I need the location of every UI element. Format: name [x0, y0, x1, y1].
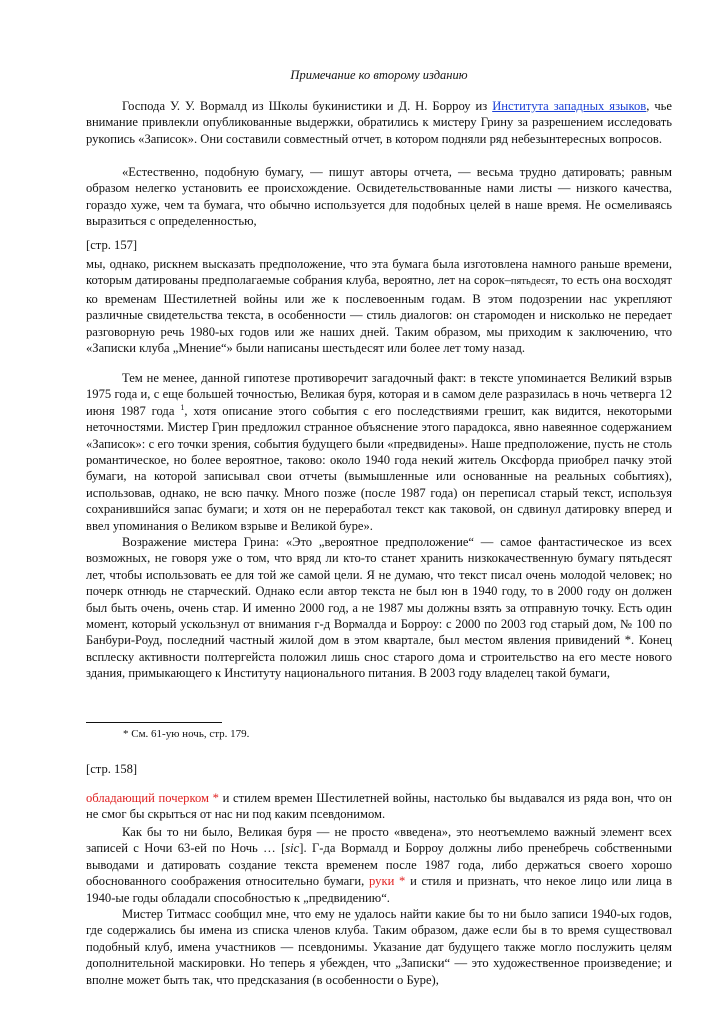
- footnote-ref: 1: [180, 402, 185, 412]
- institute-link[interactable]: Института западных языков: [492, 99, 647, 113]
- paragraph-handwriting: [86, 790, 672, 823]
- highlighted-handwriting: обладающий почерком *: [86, 791, 219, 805]
- page-title: Примечание ко второму изданию: [290, 68, 468, 82]
- intro-text-end: , чье внимание привлекли опубликованные выдержки, обратились к мистеру Грину за разрешением исследовать рукопись «Записок». Они составили совместный отчет, в котором подняли ряд небезынтересных вопросов.: [86, 99, 672, 146]
- paragraph-green-objection: Возражение мистера Грина: «Это „вероятное предположение“ — самое фантастическое из всех возможных, не говоря уже о том, что вряд ли кто-то станет хранить низкокачественную бумагу пятьдесят лет, чтобы использовать ее для той же самой цели. Я не думаю, что текст писал очень молодой человек; но почерк отнюдь не старческий. Однако если автор текста не был юн в 1940 году, то в 2000 году он должен был быть очень, очень стар. И именно 2000 год, а не 1987 мы должны взять за отправную точку. Есть один момент, который ускользнул от внимания г-д Вормалда и Борроу: с 2000 по 2003 год старый дом, № 100 по Банбури-Роуд, последний частный жилой дом в этом квартале, был местом явления привидений *. Конец всплеску активности полтергейста положил лишь снос старого дома и строительство на его месте нового здания, примыкающего к Институту национального питания. В 2003 году владелец такой бумаги,: [86, 535, 672, 681]
- handwriting-text: и стилем времен Шестилетней войны, настолько бы выдавался из ряда вон, что он не смог бы скрыться от нас ни под каким псевдонимом.: [86, 791, 672, 822]
- paragraph-report-quote: «Естественно, подобную бумагу, — пишут авторы отчета, — весьма трудно датировать; равным образом нелегко установить ее происхождение. Освидетельствованные нами листы — низкого качества, гораздо хуже, чем та бумага, что обычно используется для подобных целей в наше время. Не осмеливаясь выразиться с определенностью,: [86, 165, 672, 229]
- intro-text-start: Господа У. У. Вормалд из Школы букинистики и Д. Н. Борроу из: [122, 99, 493, 113]
- paragraph-either-way: [86, 824, 672, 906]
- either-way-text-mid: ]. Г-да Вормалд и Борроу должны либо пренебречь собственными выводами и датировать создание текста временем после 1987 года, либо держаться своего хорошо обоснованного соображения относительно бумаги,: [86, 841, 672, 889]
- either-way-text-start: Как бы то ни было, Великая буря — не просто «введена», это неотъемлемо важный элемент всех записей с Ночи 63-ей по Ночь … [: [86, 825, 672, 856]
- footnote: * См. 61-ую ночь, стр. 179.: [123, 728, 250, 740]
- great-storm-text-end: , хотя описание этого события с его последствиями грешит, как видится, некоторыми неточностями. Мистер Грин предложил странное объяснение этого парадокса, явно навеянное содержанием «Записок»: с его точки зрения, события будущего были «предвидены». Наше предположение, пусть не столь романтическое, но более вероятное, таково: около 1940 года некий житель Оксфорда приобрел пачку этой бумаги, на которой записывал свои отчеты (вымышленные или основанные на реальных событиях), использовав, однако, не всю пачку. Много позже (после 1987 года) он переписал старый текст, используя сохранившийся запас бумаги; и хотя он не переработал текст как таковой, он сдвинул датировку вперед и ввел упоминания о Великом взрыве и Великой буре».: [86, 403, 672, 533]
- footnote-rule: [86, 722, 222, 723]
- paragraph-great-storm: [86, 370, 672, 534]
- paragraph-paper-dating: [86, 256, 672, 356]
- page-marker-158: [стр. 158]: [86, 762, 138, 776]
- paragraph-titmass: Мистер Титмасс сообщил мне, что ему не удалось найти какие бы то ни было записи 1940-ых годов, где содержались бы имена из списка членов клуба. Таким образом, даже если бы в то время существовал подобный клуб, имена участников — псевдонимы. Указание дат будущего также могло послужить целям дополнительной маскировки. Но теперь я убежден, что „Записки“ — это художественное произведение; и вполне может быть так, что предсказания (в особенности о Буре),: [86, 907, 672, 987]
- paragraph-intro: [86, 98, 672, 147]
- sic-word: sic: [285, 841, 300, 856]
- page-marker-157: [стр. 157]: [86, 238, 138, 252]
- paper-dating-text-end: , то есть она восходят ко временам Шестилетней войны или же к послевоенным годам. В этом подозрении нас укрепляют различные свидетельства текста, в особенности — стиль диалогов: он старомоден и нисколько не передает разговорную речь 1980-ых годов или же наших дней. Таким образом, мы приходим к заключению, что «Записки клуба „Мнение“» были написаны шестьдесят или более лет тому назад.: [86, 273, 672, 356]
- either-way-text-end: и стиля и признать, что некое лицо или лица в 1940-ые годы обладали способностью к „предвидению“.: [86, 874, 673, 905]
- great-storm-text-start: Тем не менее, данной гипотезе противоречит загадочный факт: в тексте упоминается Великий взрыв 1975 года и, с еще большей точностью, Великая буря, которая и в самом деле разразилась в ночь четверга 12 июня 1987 года: [86, 371, 672, 418]
- small-word: пятьдесят: [510, 276, 556, 288]
- paper-dating-text-start: мы, однако, рискнем высказать предположение, что эта бумага была изготовлена намного раньше времени, которым датированы предполагаемые собрания клуба, вероятно, лет на сорок–: [86, 257, 672, 288]
- highlighted-hand: руки *: [369, 874, 406, 889]
